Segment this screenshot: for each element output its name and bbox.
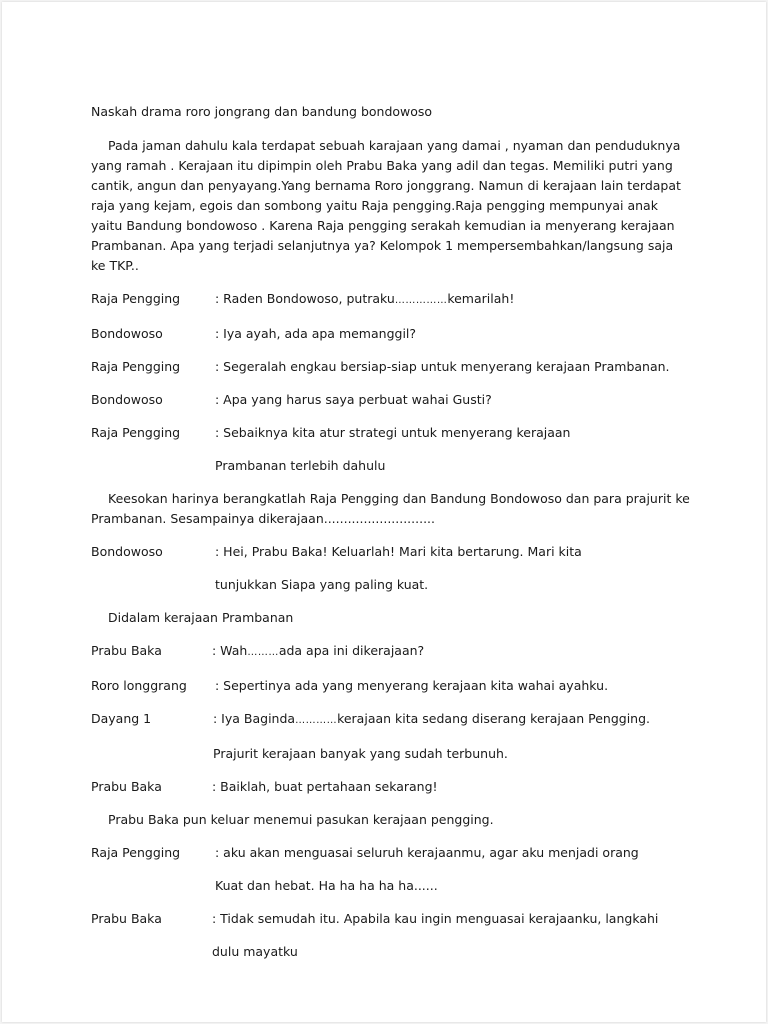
dialog-line [91, 324, 691, 344]
ellipsis: ……… [247, 647, 279, 658]
dialog-continuation: tunjukkan Siapa yang paling kuat. [215, 577, 429, 592]
dialog-line [91, 542, 691, 595]
dialog-continuation: Prambanan terlebih dahulu [215, 458, 386, 473]
speaker-name: Prabu Baka [91, 643, 162, 658]
speaker-name: Raja Pengging [91, 425, 181, 440]
dialog-text-part: : Sebaiknya kita atur strategi untuk menyerang kerajaan [215, 425, 571, 440]
dialog-line [91, 676, 691, 696]
dialog-text-part: : Wah [212, 643, 248, 658]
dialog-line [91, 390, 691, 410]
dialog-continuation: dulu mayatku [212, 944, 298, 959]
dialog-line [91, 843, 691, 896]
speaker-name: Bondowoso [91, 392, 163, 407]
dialog-text [212, 641, 691, 663]
dialog-text: : Apa yang harus saya perbuat wahai Gusti? [215, 392, 492, 407]
dialog-text [215, 423, 691, 476]
speaker-name: Dayang 1 [91, 711, 152, 726]
ellipsis: ………… [295, 715, 338, 726]
dialog-text: : Sepertinya ada yang menyerang kerajaan kita wahai ayahku. [215, 678, 609, 693]
dialog-line [91, 777, 691, 797]
dialog-text [212, 909, 691, 962]
dialog-text [215, 843, 691, 896]
dialog-continuation: Prajurit kerajaan banyak yang sudah terbunuh. [213, 746, 508, 761]
speaker-name: Bondowoso [91, 544, 163, 559]
dialog-line [91, 709, 691, 764]
dialog-text: : Segeralah engkau bersiap-siap untuk menyerang kerajaan Prambanan. [215, 359, 670, 374]
dialog-text [215, 289, 691, 311]
dialog-text-part: : Tidak semudah itu. Apabila kau ingin menguasai kerajaanku, langkahi [212, 911, 659, 926]
dialog-text: : Baiklah, buat pertahaan sekarang! [212, 779, 438, 794]
speaker-name: Prabu Baka [91, 911, 162, 926]
speaker-name: Raja Pengging [91, 845, 181, 860]
speaker-name: Roro longgrang [91, 678, 187, 693]
dialog-line [91, 423, 691, 476]
dialog-line [91, 357, 691, 377]
dialog-text-part: : Iya Baginda [213, 711, 296, 726]
speaker-name: Prabu Baka [91, 779, 162, 794]
speaker-name: Bondowoso [91, 326, 163, 341]
dialog-text-part: kemarilah! [447, 291, 515, 306]
dialog-line [91, 641, 691, 663]
speaker-name: Raja Pengging [91, 359, 181, 374]
document-page [2, 2, 766, 1022]
dialog-text-part: : Raden Bondowoso, putraku [215, 291, 395, 306]
dialog-line [91, 289, 691, 311]
dialog-text-part: : aku akan menguasai seluruh kerajaanmu, agar aku menjadi orang [215, 845, 639, 860]
dialog-continuation: Kuat dan hebat. Ha ha ha ha ha...... [215, 878, 438, 893]
dialog-text-part: kerajaan kita sedang diserang kerajaan Pengging. [337, 711, 650, 726]
narration-paragraph: Keesokan harinya berangkatlah Raja Pengging dan Bandung Bondowoso dan para prajurit ke Prambanan. Sesampainya dikerajaan............................ [91, 491, 690, 526]
narration-paragraph: Prabu Baka pun keluar menemui pasukan kerajaan pengging. [108, 812, 494, 827]
dialog-text [213, 709, 691, 764]
dialog-text [215, 542, 691, 595]
document-title: Naskah drama roro jongrang dan bandung bondowoso [91, 104, 433, 119]
intro-paragraph: Pada jaman dahulu kala terdapat sebuah karajaan yang damai , nyaman dan penduduknya yang ramah . Kerajaan itu dipimpin oleh Prabu Baka yang adil dan tegas. Memiliki putri yang cantik, angun dan penyayang.Yang bernama Roro jonggrang. Namun di kerajaan lain terdapat raja yang kejam, egois dan sombong yaitu Raja pengging.Raja pengging mempunyai anak yaitu Bandung bondowoso . Karena Raja pengging serakah kemudian ia menyerang kerajaan Prambanan. Apa yang terjadi selanjutnya ya? Kelompok 1 mempersembahkan/langsung saja ke TKP.. [91, 138, 681, 273]
dialog-text-part: : Hei, Prabu Baka! Keluarlah! Mari kita bertarung. Mari kita [215, 544, 582, 559]
dialog-text-part: ada apa ini dikerajaan? [278, 643, 425, 658]
dialog-text: : Iya ayah, ada apa memanggil? [215, 326, 417, 341]
speaker-name: Raja Pengging [91, 291, 181, 306]
document-content [91, 102, 691, 962]
dialog-line [91, 909, 691, 962]
narration-paragraph: Didalam kerajaan Prambanan [108, 610, 294, 625]
ellipsis: …………… [394, 295, 448, 306]
